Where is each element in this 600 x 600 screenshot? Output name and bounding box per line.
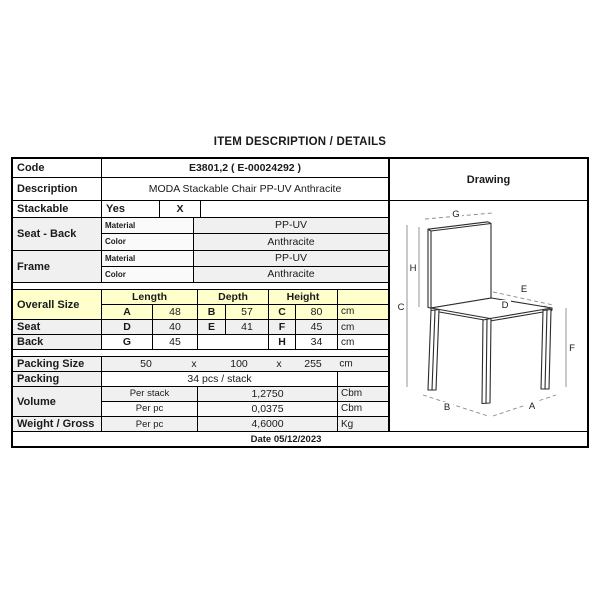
- seat-back-material-row: [102, 218, 388, 234]
- chair-drawing-svg: [390, 201, 587, 431]
- packing-empty-cell: [338, 372, 388, 386]
- dim-label-a: A: [528, 401, 536, 412]
- packing-label: Packing: [13, 372, 102, 386]
- dim-value: 34: [296, 335, 338, 349]
- size-header-empty: [338, 290, 388, 304]
- frame-color-row: [102, 267, 388, 282]
- seat-back-label: Seat - Back: [13, 218, 102, 250]
- size-header-row: [102, 290, 388, 305]
- page-title: ITEM DESCRIPTION / DETAILS: [213, 136, 387, 148]
- dim-label-e: E: [520, 284, 528, 295]
- dim-letter: B: [198, 305, 226, 319]
- seat-back-material-value: PP-UV: [194, 218, 388, 233]
- dim-letter: H: [269, 335, 296, 349]
- frame-label: Frame: [13, 251, 102, 282]
- dim-empty-cell: [198, 335, 269, 349]
- code-row: [13, 159, 388, 178]
- frame-material-value: PP-UV: [194, 251, 388, 266]
- drawing-header: Drawing: [390, 159, 587, 201]
- dim-value: 48: [153, 305, 198, 319]
- dim-value: 80: [296, 305, 338, 319]
- volume-group: [13, 387, 388, 417]
- stackable-row: [13, 201, 388, 218]
- per-pc-label: Per pc: [102, 417, 198, 431]
- code-label: Code: [13, 159, 102, 177]
- chair-drawing: [390, 201, 587, 431]
- dim-letter: F: [269, 320, 296, 334]
- packing-size-values: [102, 357, 388, 371]
- length-header: Length: [102, 290, 198, 304]
- dim-letter: C: [269, 305, 296, 319]
- depth-header: Depth: [198, 290, 269, 304]
- overall-size-row: [102, 305, 388, 319]
- packing-size-row: [13, 357, 388, 372]
- date-value: Date 05/12/2023: [250, 433, 322, 445]
- dim-label-f: F: [569, 343, 575, 354]
- packing-value: 34 pcs / stack: [102, 372, 338, 386]
- stackable-mark: X: [160, 201, 201, 217]
- per-stack-label: Per stack: [102, 387, 198, 401]
- back-label: Back: [13, 335, 102, 349]
- packing-x: x: [276, 358, 282, 370]
- dim-letter: D: [102, 320, 153, 334]
- overall-size-group: [13, 290, 388, 320]
- spacer-row: [13, 350, 388, 357]
- stackable-value: Yes: [102, 201, 160, 217]
- item-details-table: [11, 157, 589, 448]
- volume-per-pc-value: 0,0375: [198, 402, 338, 416]
- dim-value: 41: [226, 320, 269, 334]
- dim-unit: cm: [341, 336, 355, 348]
- packing-row: [13, 372, 388, 387]
- volume-unit: Cbm: [341, 403, 363, 415]
- back-size-row: [13, 335, 388, 350]
- description-value: MODA Stackable Chair PP-UV Anthracite: [148, 183, 342, 195]
- weight-gross-label: Weight / Gross: [13, 417, 102, 431]
- dim-letter: E: [198, 320, 226, 334]
- spacer-row: [13, 283, 388, 290]
- color-label: Color: [102, 234, 194, 250]
- dim-label-b: B: [443, 402, 451, 413]
- code-value: E3801,2 ( E-00024292 ): [188, 162, 302, 174]
- date-row: [13, 431, 587, 446]
- dim-unit: cm: [341, 306, 355, 318]
- volume-per-stack-value: 1,2750: [198, 387, 338, 401]
- height-header: Height: [269, 290, 338, 304]
- volume-per-pc-row: [102, 402, 388, 416]
- weight-value: 4,6000: [198, 417, 338, 431]
- dim-letter: G: [102, 335, 153, 349]
- seat-label: Seat: [13, 320, 102, 334]
- description-row: [13, 178, 388, 201]
- dim-value: 45: [153, 335, 198, 349]
- details-columns: [13, 159, 390, 431]
- dim-label-h: H: [409, 263, 417, 274]
- description-label: Description: [13, 178, 102, 200]
- color-label: Color: [102, 267, 194, 282]
- dim-label-d: D: [501, 300, 509, 311]
- drawing-column: [390, 159, 587, 431]
- packing-dim-1: 50: [140, 358, 152, 370]
- table-main: [13, 159, 587, 431]
- seat-back-group: [13, 218, 388, 251]
- seat-size-row: [13, 320, 388, 335]
- volume-per-stack-row: [102, 387, 388, 402]
- packing-x: x: [191, 358, 197, 370]
- dim-label-c: C: [397, 302, 405, 313]
- weight-unit: Kg: [341, 418, 354, 430]
- seat-back-color-value: Anthracite: [194, 234, 388, 250]
- seat-back-color-row: [102, 234, 388, 250]
- stackable-label: Stackable: [13, 201, 102, 217]
- per-pc-label: Per pc: [102, 402, 198, 416]
- stackable-empty-cell: [201, 201, 388, 217]
- dim-letter: A: [102, 305, 153, 319]
- dim-value: 45: [296, 320, 338, 334]
- weight-gross-row: [13, 417, 388, 431]
- material-label: Material: [102, 251, 194, 266]
- packing-unit: cm: [339, 358, 353, 370]
- volume-unit: Cbm: [341, 388, 363, 400]
- dim-value: 57: [226, 305, 269, 319]
- packing-dim-3: 255: [304, 358, 322, 370]
- volume-label: Volume: [13, 387, 102, 416]
- material-label: Material: [102, 218, 194, 233]
- packing-dim-2: 100: [230, 358, 248, 370]
- frame-group: [13, 251, 388, 283]
- overall-size-label: Overall Size: [13, 290, 102, 319]
- dim-label-g: G: [452, 209, 460, 220]
- packing-size-label: Packing Size: [13, 357, 102, 371]
- frame-material-row: [102, 251, 388, 267]
- dim-value: 40: [153, 320, 198, 334]
- dim-unit: cm: [341, 321, 355, 333]
- frame-color-value: Anthracite: [194, 267, 388, 282]
